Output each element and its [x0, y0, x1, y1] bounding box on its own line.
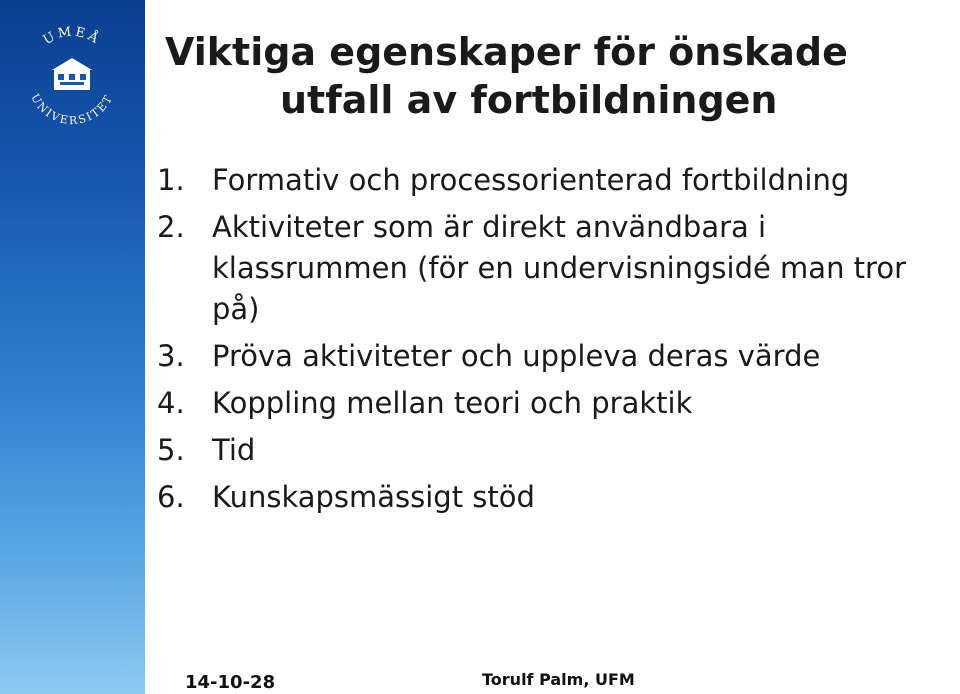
list-item — [157, 477, 957, 518]
svg-text:UNIVERSITET — [28, 92, 115, 127]
slide-title-line1: Viktiga egenskaper för önskade — [165, 30, 848, 74]
list-item — [157, 430, 957, 471]
svg-text:UMEÅ — [41, 24, 104, 48]
umea-university-seal-icon — [14, 18, 130, 134]
list-item — [157, 160, 957, 201]
list-item — [157, 383, 957, 424]
list-item-text: Aktiviteter som är direkt användbara i klassrummen (för en undervisningsidé man tror på) — [212, 210, 906, 326]
list-item — [157, 207, 957, 330]
footer-date: 14-10-28 — [185, 672, 276, 693]
list-item-text: Kunskapsmässigt stöd — [212, 480, 535, 514]
slide-title-line2: utfall av fortbildningen — [280, 78, 778, 122]
list-item-text: Koppling mellan teori och praktik — [212, 386, 693, 420]
sidebar-band — [0, 0, 145, 694]
footer-author: Torulf Palm, UFM — [482, 670, 635, 689]
list-item-text: Tid — [212, 433, 256, 467]
list-item — [157, 336, 957, 377]
logo-arc-top: UMEÅ — [40, 24, 104, 49]
list-item-number: 2. — [157, 210, 185, 244]
logo-arc-bottom: UNIVERSITET — [28, 91, 116, 128]
list-item-number: 1. — [157, 163, 185, 197]
list-item-text: Pröva aktiviteter och uppleva deras värde — [212, 339, 821, 373]
list-item-number: 4. — [157, 386, 185, 420]
list-item-text: Formativ och processorienterad fortbildning — [212, 163, 850, 197]
list-item-number: 3. — [157, 339, 185, 373]
list-item-number: 6. — [157, 480, 185, 514]
bullet-list — [157, 160, 957, 524]
slide-title — [165, 28, 960, 124]
list-item-number: 5. — [157, 433, 185, 467]
